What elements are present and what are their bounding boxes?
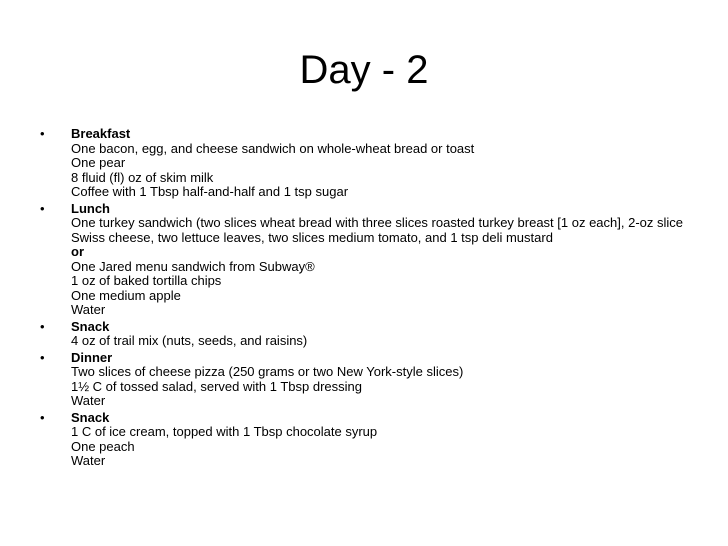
bullet-icon: •: [40, 318, 45, 334]
meal-heading: Breakfast: [71, 126, 131, 141]
meal-item: One bacon, egg, and cheese sandwich on whole-wheat bread or toast: [71, 140, 475, 156]
meal-item: One turkey sandwich (two slices wheat bread with three slices roasted turkey breast [1 oz each], 2-oz slice Swiss cheese, two lettuce leaves, two slices medium tomato, and 1 tsp deli mustard: [71, 215, 684, 245]
meal-section: [40, 320, 690, 349]
meal-alternative-label: or: [71, 244, 84, 259]
meal-item: Water: [71, 453, 106, 468]
slide-title: Day - 2: [299, 48, 429, 92]
meal-heading: Dinner: [71, 349, 113, 365]
meal-item: 1 oz of baked tortilla chips: [71, 273, 222, 288]
meal-item: 8 fluid (fl) oz of skim milk: [71, 169, 214, 185]
bullet-icon: •: [40, 349, 45, 365]
meal-heading: Lunch: [71, 200, 110, 216]
meal-item: Water: [71, 302, 106, 317]
meal-item: One pear: [71, 155, 126, 170]
meal-section: [40, 411, 690, 469]
bullet-icon: •: [40, 409, 45, 425]
meal-item: Coffee with 1 Tbsp half-and-half and 1 tsp sugar: [71, 184, 349, 199]
meal-section: [40, 351, 690, 409]
meal-heading: Snack: [71, 409, 110, 425]
meal-item: 1 C of ice cream, topped with 1 Tbsp chocolate syrup: [71, 424, 378, 439]
bullet-icon: •: [40, 200, 45, 216]
meal-item: Water: [71, 393, 106, 408]
bullet-icon: •: [40, 126, 45, 141]
meal-plan-list: [40, 127, 690, 471]
meal-item: One Jared menu sandwich from Subway®: [71, 258, 315, 274]
meal-item: 1½ C of tossed salad, served with 1 Tbsp dressing: [71, 378, 362, 394]
meal-item: One medium apple: [71, 287, 181, 303]
meal-section: [40, 202, 690, 318]
meal-item: 4 oz of trail mix (nuts, seeds, and raisins): [71, 333, 308, 348]
meal-item: Two slices of cheese pizza (250 grams or two New York-style slices): [71, 364, 464, 379]
meal-section: [40, 127, 690, 200]
meal-heading: Snack: [71, 318, 110, 334]
meal-item: One peach: [71, 438, 135, 454]
